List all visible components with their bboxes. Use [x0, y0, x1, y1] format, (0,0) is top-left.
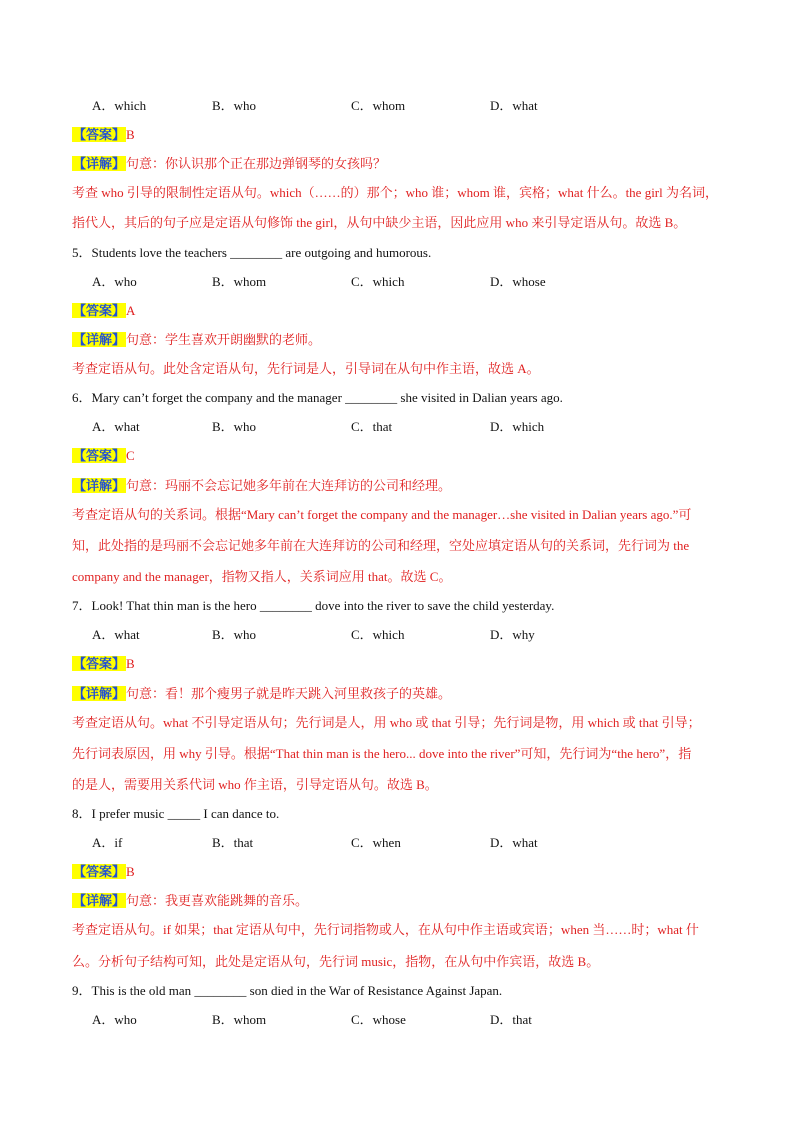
detail-tag: 【详解】 [73, 332, 126, 347]
q6-option-d: D．which [490, 419, 545, 434]
answer-tag: 【答案】 [73, 127, 126, 142]
detail-meaning: 句意：玛丽不会忘记她多年前在大连拜访的公司和经理。 [126, 478, 452, 493]
q8-question: 8．I prefer music _____ I can dance to. [72, 806, 280, 821]
q6-option-a: A．what [92, 419, 140, 434]
q5-option-a: A．who [92, 274, 137, 289]
q7-options [92, 626, 692, 644]
detail-meaning: 句意：看！那个瘦男子就是昨天跳入河里救孩子的英雄。 [126, 686, 452, 701]
q9-option-c: C．whose [351, 1012, 406, 1027]
q8-option-a: A．if [92, 835, 123, 850]
q5-explain-line-1: 考查定语从句。此处含定语从句，先行词是人，引导词在从句中作主语，故选 A。 [72, 361, 540, 376]
detail-meaning: 句意：我更喜欢能跳舞的音乐。 [126, 893, 309, 908]
q7-detail [72, 685, 728, 703]
q8-explain-line-1: 考查定语从句。if 如果；that 定语从句中，先行词指物或人，在从句中作主语或宾语；when 当……时；what 什 [72, 922, 699, 937]
q4-option-c: C．whom [351, 98, 406, 113]
answer-value: A [126, 303, 136, 318]
q9-options [92, 1011, 692, 1029]
q5-option-c: C．which [351, 274, 405, 289]
q4-answer [72, 126, 728, 144]
q4-explain-line-2: 指代人，其后的句子应是定语从句修饰 the girl，从句中缺少主语，因此应用 who 来引导定语从句。故选 B。 [72, 215, 687, 230]
q5-option-d: D．whose [490, 274, 546, 289]
q6-question: 6．Mary can’t forget the company and the manager ________ she visited in Dalian years ago. [72, 390, 563, 405]
q7-answer [72, 655, 728, 673]
q6-answer [72, 447, 728, 465]
q6-explain-line-3: company and the manager，指物又指人，关系词应用 that。故选 C。 [72, 569, 452, 584]
q6-option-b: B．who [212, 419, 257, 434]
detail-tag: 【详解】 [73, 893, 126, 908]
detail-tag: 【详解】 [73, 686, 126, 701]
q6-option-c: C．that [351, 419, 393, 434]
q5-detail [72, 331, 728, 349]
q7-option-a: A．what [92, 627, 140, 642]
q4-option-a: A．which [92, 98, 147, 113]
q4-option-d: D．what [490, 98, 538, 113]
q5-option-b: B．whom [212, 274, 267, 289]
q6-detail [72, 477, 728, 495]
answer-tag: 【答案】 [73, 303, 126, 318]
q6-explain-line-1: 考查定语从句的关系词。根据“Mary can’t forget the company and the manager…she visited in Dalian years ago.”可 [72, 507, 692, 522]
q5-answer [72, 302, 728, 320]
answer-tag: 【答案】 [73, 448, 126, 463]
answer-value: B [126, 864, 135, 879]
q5-options [92, 273, 692, 291]
q9-option-d: D．that [490, 1012, 532, 1027]
q7-question: 7．Look! That thin man is the hero ________ dove into the river to save the child yesterday. [72, 598, 555, 613]
q9-question: 9．This is the old man ________ son died in the War of Resistance Against Japan. [72, 983, 503, 998]
q9-option-a: A．who [92, 1012, 137, 1027]
q6-explain-line-2: 知，此处指的是玛丽不会忘记她多年前在大连拜访的公司和经理，空处应填定语从句的关系词，先行词为 the [72, 538, 690, 553]
q8-option-b: B．that [212, 835, 254, 850]
q7-option-c: C．which [351, 627, 405, 642]
q7-explain-line-2: 先行词表原因，用 why 引导。根据“That thin man is the hero... dove into the river”可知，先行词为“the hero”，指 [72, 746, 692, 761]
q7-explain-line-1: 考查定语从句。what 不引导定语从句；先行词是人，用 who 或 that 引导；先行词是物，用 which 或 that 引导； [72, 715, 701, 730]
q7-option-d: D．why [490, 627, 535, 642]
q9-option-b: B．whom [212, 1012, 267, 1027]
detail-tag: 【详解】 [73, 478, 126, 493]
answer-value: B [126, 656, 135, 671]
answer-value: B [126, 127, 135, 142]
q8-explain-line-2: 么。分析句子结构可知，此处是定语从句，先行词 music，指物，在从句中作宾语，故选 B。 [72, 954, 600, 969]
detail-meaning: 句意：学生喜欢开朗幽默的老师。 [126, 332, 322, 347]
q4-explain-line-1: 考查 who 引导的限制性定语从句。which（……的）那个；who 谁；whom 谁，宾格；what 什么。the girl 为名词， [72, 185, 719, 200]
detail-meaning: 句意：你认识那个正在那边弹钢琴的女孩吗？ [126, 156, 387, 171]
q4-option-b: B．who [212, 98, 257, 113]
q7-option-b: B．who [212, 627, 257, 642]
q5-question: 5．Students love the teachers ________ are outgoing and humorous. [72, 245, 432, 260]
q4-options [92, 97, 692, 115]
q8-option-d: D．what [490, 835, 538, 850]
q8-options [92, 834, 692, 852]
q6-options [92, 418, 692, 436]
detail-tag: 【详解】 [73, 156, 126, 171]
answer-value: C [126, 448, 135, 463]
answer-tag: 【答案】 [73, 656, 126, 671]
q7-explain-line-3: 的是人，需要用关系代词 who 作主语，引导定语从句。故选 B。 [72, 777, 438, 792]
q8-detail [72, 892, 728, 910]
q8-answer [72, 863, 728, 881]
q4-detail [72, 155, 728, 173]
answer-tag: 【答案】 [73, 864, 126, 879]
q8-option-c: C．when [351, 835, 401, 850]
